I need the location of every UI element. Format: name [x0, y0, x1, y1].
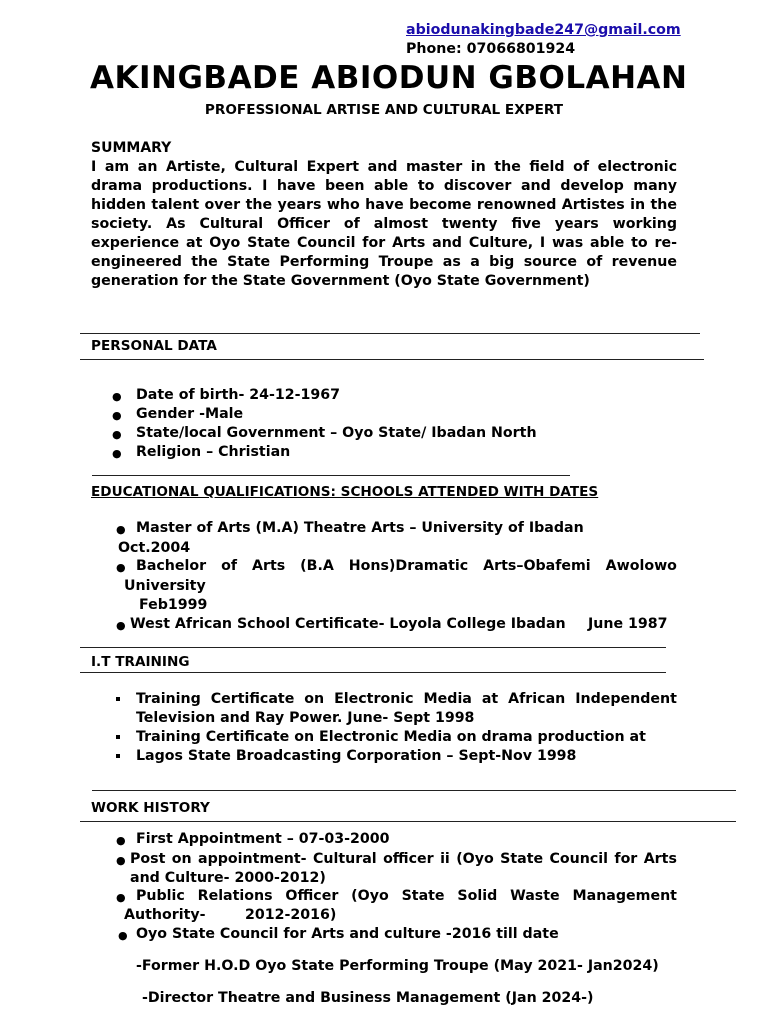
education-word: Arts–Obafemi	[483, 558, 591, 574]
education-word: Bachelor	[136, 558, 207, 574]
it-word: Independent	[575, 691, 677, 707]
phone-number: Phone: 07066801924	[406, 41, 576, 57]
education-item-ba-line2: University	[124, 578, 206, 594]
personal-data-heading: PERSONAL DATA	[91, 338, 217, 354]
work-word: appointment-	[198, 851, 307, 867]
education-word: Hons)Dramatic	[348, 558, 469, 574]
square-bullet-icon	[116, 697, 120, 701]
work-word: Arts	[643, 851, 677, 867]
bullet-icon: ●	[116, 854, 126, 867]
bullet-icon: ●	[116, 561, 126, 574]
it-word: Media	[423, 691, 472, 707]
work-word: Solid	[457, 888, 498, 904]
divider-line	[92, 790, 736, 791]
personal-item-gender: Gender -Male	[136, 406, 244, 422]
work-subitem-hod: -Former H.O.D Oyo State Performing Troupe (May 2021- Jan2024)	[136, 958, 659, 974]
personal-item-religion: Religion – Christian	[136, 444, 291, 460]
education-word: (B.A	[300, 558, 334, 574]
work-word: Officer	[285, 888, 339, 904]
work-item-post-line2: and Culture- 2000-2012)	[130, 870, 326, 886]
work-word: Cultural	[312, 851, 377, 867]
divider-line	[92, 475, 570, 476]
it-word: Training	[136, 691, 201, 707]
work-word: ii	[440, 851, 450, 867]
it-item-electronic-media	[136, 691, 677, 707]
bullet-icon: ●	[112, 428, 122, 441]
email-link[interactable]: abiodunakingbade247@gmail.com	[406, 22, 681, 38]
it-item-drama: Training Certificate on Electronic Media on drama production at	[136, 729, 646, 745]
it-item-lagos: Lagos State Broadcasting Corporation – Sept-Nov 1998	[136, 748, 577, 764]
work-word: on	[171, 851, 192, 867]
work-item-first-appointment: First Appointment – 07-03-2000	[136, 831, 390, 847]
education-word: Awolowo	[605, 558, 677, 574]
candidate-name: AKINGBADE ABIODUN GBOLAHAN	[90, 60, 688, 96]
bullet-icon: ●	[116, 523, 126, 536]
it-word: on	[304, 691, 325, 707]
education-item-ba-date: Feb1999	[139, 597, 208, 613]
work-word: Public	[136, 888, 185, 904]
work-item-council: Oyo State Council for Arts and culture -2016 till date	[136, 926, 559, 942]
education-heading: EDUCATIONAL QUALIFICATIONS: SCHOOLS ATTENDED WITH DATES	[91, 484, 599, 500]
personal-item-state: State/local Government – Oyo State/ Ibadan North	[136, 425, 537, 441]
summary-heading: SUMMARY	[91, 140, 172, 156]
bullet-icon: ●	[116, 834, 126, 847]
work-word: Waste	[510, 888, 560, 904]
personal-item-dob: Date of birth- 24-12-1967	[136, 387, 341, 403]
education-word: of	[221, 558, 238, 574]
education-item-ba	[136, 558, 677, 574]
divider-line	[80, 647, 666, 648]
work-word: Management	[572, 888, 677, 904]
work-word: officer	[383, 851, 434, 867]
divider-line	[80, 359, 704, 360]
square-bullet-icon	[116, 735, 120, 739]
work-history-heading: WORK HISTORY	[91, 800, 210, 816]
education-item-waec: West African School Certificate- Loyola College Ibadan	[130, 616, 566, 632]
bullet-icon: ●	[116, 891, 126, 904]
work-word: for	[614, 851, 638, 867]
it-word: Certificate	[210, 691, 295, 707]
professional-title: PROFESSIONAL ARTISE AND CULTURAL EXPERT	[204, 102, 564, 118]
it-word: at	[481, 691, 499, 707]
square-bullet-icon	[116, 754, 120, 758]
divider-line	[80, 333, 700, 334]
work-item-pro-line2: Authority- 2012-2016)	[124, 907, 337, 923]
work-word: (Oyo	[456, 851, 494, 867]
work-item-post	[130, 851, 677, 867]
it-training-heading: I.T TRAINING	[91, 654, 190, 670]
divider-line	[80, 672, 666, 673]
education-item-ma: Master of Arts (M.A) Theatre Arts – University of Ibadan	[136, 520, 584, 536]
work-word: Relations	[197, 888, 273, 904]
education-word: Arts	[251, 558, 286, 574]
bullet-icon: ●	[112, 447, 122, 460]
work-word: Council	[549, 851, 608, 867]
it-item-electronic-media-line2: Television and Ray Power. June- Sept 1998	[136, 710, 475, 726]
work-word: (Oyo	[351, 888, 389, 904]
bullet-icon: ●	[118, 929, 128, 942]
work-word: Post	[130, 851, 166, 867]
education-item-ma-date: Oct.2004	[118, 540, 191, 556]
work-subitem-director: -Director Theatre and Business Management (Jan 2024-)	[142, 990, 594, 1006]
summary-body: I am an Artiste, Cultural Expert and master in the field of electronic drama productions. I have been able to discover and develop many hidden talent over the years who have become renowned Artistes in the society. As Cultural Officer of almost twenty five years working experience at Oyo State Council for Arts and Culture, I was able to re-engineered the State Performing Troupe as a big source of revenue generation for the State Government (Oyo State Government)	[91, 159, 677, 289]
work-item-pro	[136, 888, 677, 904]
work-word: State	[500, 851, 544, 867]
divider-line	[80, 821, 736, 822]
work-word: State	[401, 888, 445, 904]
bullet-icon: ●	[112, 390, 122, 403]
it-word: Electronic	[334, 691, 414, 707]
bullet-icon: ●	[116, 619, 126, 632]
education-item-waec-date: June 1987	[588, 616, 668, 632]
it-word: African	[508, 691, 566, 707]
bullet-icon: ●	[112, 409, 122, 422]
